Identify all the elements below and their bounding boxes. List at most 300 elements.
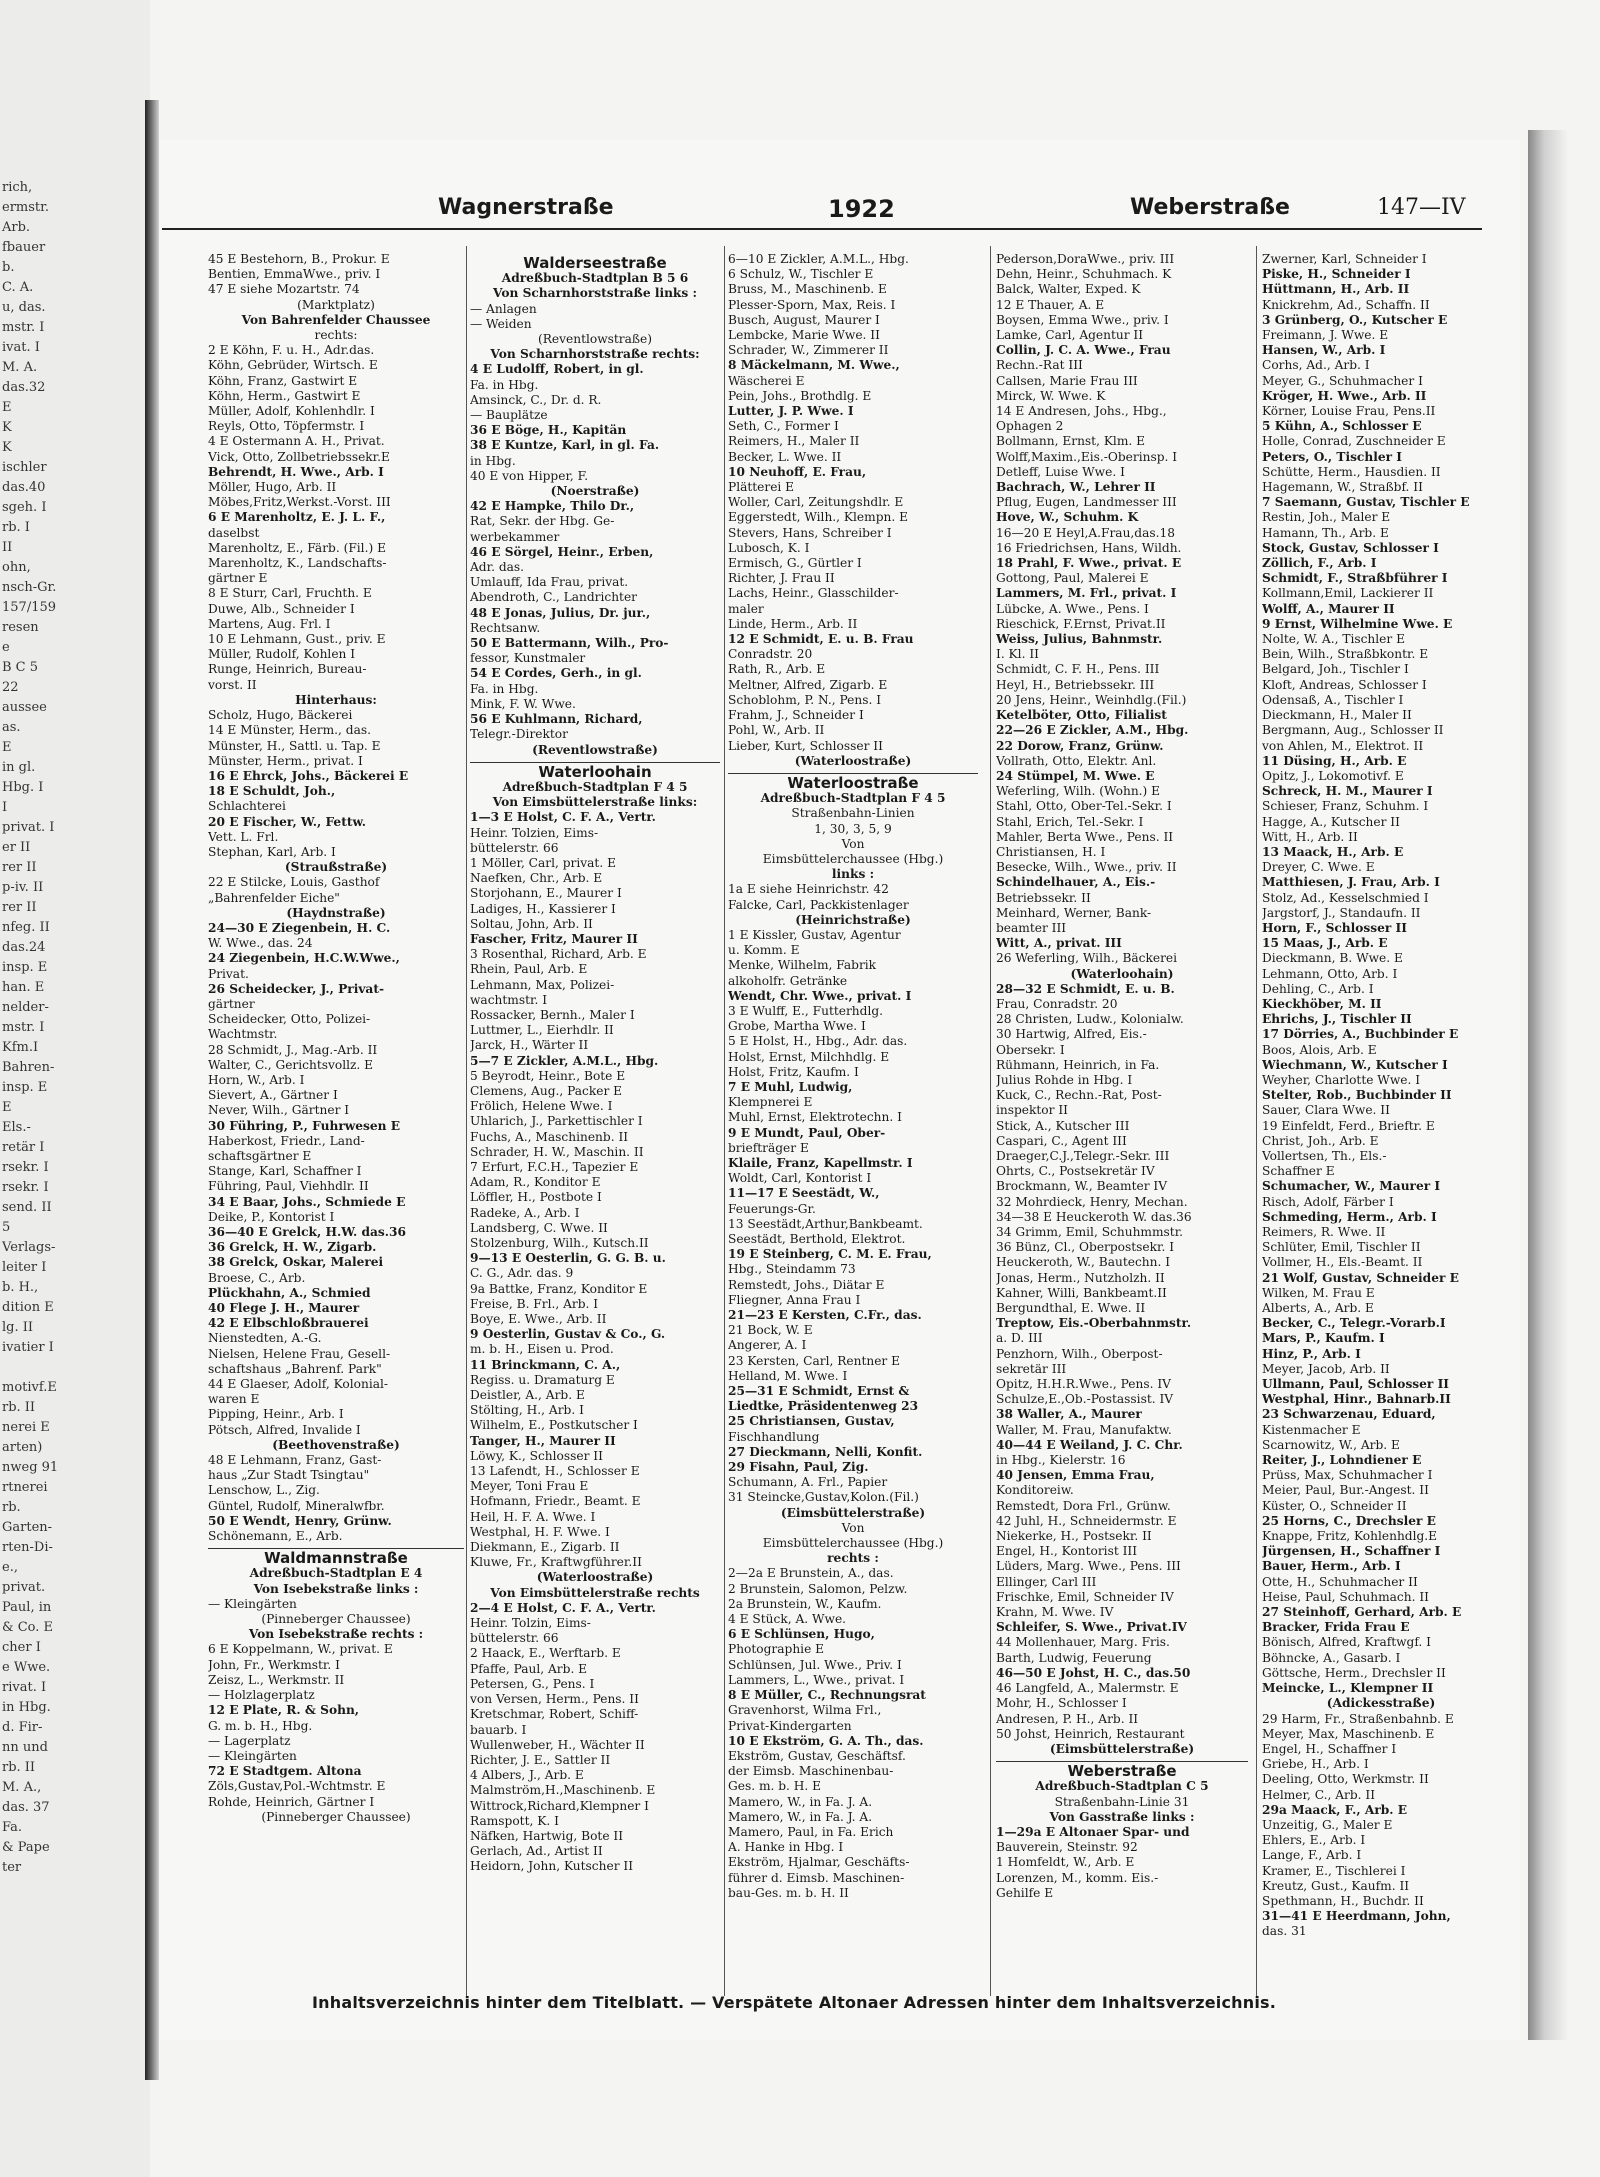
- previous-page-text: nerei E: [2, 1420, 50, 1435]
- directory-entry: 1 Möller, Carl, privat. E: [470, 855, 616, 870]
- directory-entry: Hüttmann, H., Arb. II: [1262, 282, 1410, 297]
- directory-entry: Caspari, C., Agent III: [996, 1133, 1127, 1148]
- previous-page-text: K: [2, 440, 12, 455]
- directory-entry: 50 Johst, Heinrich, Restaurant: [996, 1726, 1185, 1741]
- directory-entry: Jarck, H., Wärter II: [470, 1038, 589, 1053]
- directory-entry: Broese, C., Arb.: [208, 1270, 306, 1285]
- previous-page-text: rer II: [2, 900, 37, 915]
- directory-entry: Ermisch, G., Gürtler I: [728, 556, 862, 571]
- directory-entry: Waller, M. Frau, Manufaktw.: [996, 1422, 1172, 1437]
- directory-entry: Ketelböter, Otto, Filialist: [996, 708, 1167, 723]
- directory-entry: 4 E Ludolff, Robert, in gl.: [470, 362, 644, 377]
- directory-entry: Bachrach, W., Lehrer II: [996, 480, 1156, 495]
- directory-entry: Umlauff, Ida Frau, privat.: [470, 575, 629, 590]
- directory-entry: Regiss. u. Dramaturg E: [470, 1372, 615, 1387]
- directory-entry: Freimann, J. Wwe. E: [1262, 328, 1389, 343]
- directory-entry: 2 Brunstein, Salomon, Pelzw.: [728, 1581, 908, 1596]
- directory-entry: Richter, J. Frau II: [728, 571, 835, 586]
- directory-entry: beamter III: [996, 920, 1067, 935]
- directory-entry: Rechtsanw.: [470, 620, 541, 635]
- directory-column-3: [728, 252, 978, 2002]
- directory-entry: Von Scharnhorststraße rechts:: [490, 347, 700, 362]
- previous-page-text: send. II: [2, 1200, 52, 1215]
- directory-entry: Löffler, H., Postbote I: [470, 1190, 602, 1205]
- directory-entry: Fa. in Hbg.: [470, 681, 539, 696]
- directory-entry: Deike, P., Kontorist I: [208, 1209, 335, 1224]
- directory-entry: 18 Prahl, F. Wwe., privat. E: [996, 556, 1182, 571]
- directory-entry: Stevers, Hans, Schreiber I: [728, 525, 892, 540]
- directory-entry: (Reventlowstraße): [532, 742, 658, 757]
- directory-entry: Zöls,Gustav,Pol.-Wchtmstr. E: [208, 1779, 386, 1794]
- directory-entry: Soltau, John, Arb. II: [470, 916, 593, 931]
- directory-entry: 26 Weferling, Wilh., Bäckerei: [996, 951, 1178, 966]
- directory-entry: Jargstorf, J., Standaufn. II: [1262, 905, 1421, 920]
- directory-entry: 38 E Kuntze, Karl, in gl. Fa.: [470, 438, 660, 453]
- directory-entry: Ekström, Hjalmar, Geschäfts-: [728, 1855, 910, 1870]
- directory-entry: Mahler, Berta Wwe., Pens. II: [996, 829, 1174, 844]
- directory-entry: Kollmann,Emil, Lackierer II: [1262, 586, 1434, 601]
- directory-entry: Stolzenburg, Wilh., Kutsch.II: [470, 1236, 649, 1250]
- directory-entry: Wachtmstr.: [208, 1027, 278, 1042]
- directory-entry: Odensaß, A., Tischler I: [1262, 692, 1404, 707]
- directory-entry: Köhn, Gebrüder, Wirtsch. E: [208, 358, 378, 373]
- directory-entry: Barth, Ludwig, Feuerung: [996, 1650, 1152, 1665]
- directory-entry: Dreyer, C. Wwe. E: [1262, 860, 1375, 875]
- previous-page-text: I: [2, 800, 8, 815]
- directory-entry: Kreutz, Gust., Kaufm. II: [1262, 1878, 1410, 1893]
- directory-entry: Woller, Carl, Zeitungshdlr. E: [728, 495, 904, 510]
- directory-entry: bauarb. I: [470, 1722, 527, 1737]
- previous-page-text: das.32: [2, 380, 46, 395]
- directory-entry: Körner, Louise Frau, Pens.II: [1262, 404, 1436, 419]
- directory-entry: Holst, Ernst, Milchhdlg. E: [728, 1049, 890, 1064]
- previous-page-text: M. A.: [2, 360, 38, 375]
- directory-entry: Münster, H., Sattl. u. Tap. E: [208, 738, 381, 753]
- directory-entry: Adreßbuch-Stadtplan F 4 5: [502, 779, 688, 794]
- directory-entry: Zöllich, F., Arb. I: [1262, 556, 1377, 571]
- directory-entry: Wolff, A., Maurer II: [1262, 601, 1395, 616]
- directory-entry: Woldt, Carl, Kontorist I: [728, 1171, 872, 1186]
- directory-entry: Näfken, Hartwig, Bote II: [470, 1828, 624, 1843]
- directory-entry: Restin, Joh., Maler E: [1262, 510, 1391, 525]
- directory-entry: Von Gasstraße links :: [1049, 1809, 1195, 1824]
- directory-entry: Eggerstedt, Wilh., Klempn. E: [728, 510, 908, 525]
- directory-entry: Köhn, Herm., Gastwirt E: [208, 388, 361, 403]
- directory-entry: Hbg., Steindamm 73: [728, 1262, 856, 1277]
- directory-entry: bau-Ges. m. b. H. II: [728, 1885, 849, 1900]
- directory-entry: Rechn.-Rat III: [996, 358, 1083, 373]
- directory-entry: Conradstr. 20: [728, 647, 813, 662]
- directory-entry: Heinr. Tolzien, Eims-: [470, 825, 599, 840]
- directory-entry: Knappe, Fritz, Kohlenhdlg.E: [1262, 1529, 1438, 1544]
- previous-page-text: resen: [2, 620, 39, 635]
- directory-entry: Müller, Rudolf, Kohlen I: [208, 647, 356, 662]
- directory-entry: 15 Maas, J., Arb. E: [1262, 936, 1388, 951]
- directory-entry: in Hbg., Kielerstr. 16: [996, 1453, 1126, 1468]
- directory-entry: Plesser-Sporn, Max, Reis. I: [728, 297, 896, 312]
- directory-entry: 22 Dorow, Franz, Grünw.: [996, 738, 1164, 753]
- directory-entry: Schieser, Franz, Schuhm. I: [1262, 799, 1429, 814]
- directory-entry: „Bahrenfelder Eiche": [208, 890, 340, 905]
- directory-entry: Stahl, Erich, Tel.-Sekr. I: [996, 814, 1144, 829]
- directory-entry: 36 Grelck, H. W., Zigarb.: [208, 1240, 377, 1255]
- directory-entry: Weyher, Charlotte Wwe. I: [1262, 1072, 1421, 1087]
- directory-entry: Hagge, A., Kutscher II: [1262, 814, 1400, 829]
- previous-page-text: das.40: [2, 480, 46, 495]
- directory-entry: Stock, Gustav, Schlosser I: [1262, 540, 1439, 555]
- directory-entry: Hagemann, W., Straßbf. II: [1262, 480, 1423, 495]
- directory-entry: 3 Grünberg, O., Kutscher E: [1262, 312, 1448, 327]
- directory-entry: Mink, F. W. Wwe.: [470, 696, 576, 711]
- directory-entry: 38 Waller, A., Maurer: [996, 1407, 1142, 1422]
- directory-entry: Draeger,C.J.,Telegr.-Sekr. III: [996, 1148, 1170, 1163]
- directory-entry: Penzhorn, Wilh., Oberpost-: [996, 1346, 1163, 1361]
- directory-entry: sekretär III: [996, 1361, 1067, 1376]
- directory-entry: Busch, August, Maurer I: [728, 312, 880, 327]
- directory-entry: Liedtke, Präsidentenweg 23: [728, 1399, 919, 1414]
- previous-page-text: Els.-: [2, 1120, 31, 1135]
- directory-entry: 10 E Lehmann, Gust., priv. E: [208, 632, 386, 647]
- directory-entry: 34 E Baar, Johs., Schmiede E: [208, 1194, 406, 1209]
- previous-page-text: lg. II: [2, 1320, 34, 1335]
- directory-entry: (Heinrichstraße): [795, 912, 911, 927]
- directory-entry: Von Isebekstraße links :: [253, 1581, 419, 1596]
- directory-entry: 28 Christen, Ludw., Kolonialw.: [996, 1012, 1184, 1027]
- directory-entry: Vollmer, H., Els.-Beamt. II: [1262, 1255, 1423, 1270]
- directory-entry: Bergundthal, E. Wwe. II: [996, 1301, 1146, 1316]
- directory-entry: Adreßbuch-Stadtplan E 4: [249, 1566, 423, 1581]
- directory-entry: Witt, H., Arb. II: [1262, 829, 1358, 844]
- directory-entry: Heyl, H., Betriebssekr. III: [996, 677, 1155, 692]
- directory-entry: Ellinger, Carl III: [996, 1574, 1097, 1589]
- directory-entry: 25 Christiansen, Gustav,: [728, 1414, 895, 1429]
- directory-entry: 25 Horns, C., Drechsler E: [1262, 1513, 1436, 1528]
- directory-entry: Meltner, Alfred, Zigarb. E: [728, 677, 888, 692]
- directory-entry: Boye, E. Wwe., Arb. II: [470, 1312, 607, 1327]
- previous-page-text: nsch-Gr.: [2, 580, 57, 595]
- directory-entry: in Hbg.: [470, 453, 516, 468]
- directory-entry: Kistenmacher E: [1262, 1422, 1361, 1437]
- previous-page-text: Fa.: [2, 1820, 23, 1835]
- directory-entry: Luttmer, L., Eierhdlr. II: [470, 1023, 614, 1038]
- directory-entry: Lubosch, K. I: [728, 540, 810, 555]
- previous-page-text: dition E: [2, 1300, 54, 1315]
- previous-page-text: rb. I: [2, 520, 30, 535]
- directory-entry: Lieber, Kurt, Schlosser II: [728, 738, 883, 753]
- directory-entry: Schmeding, Herm., Arb. I: [1262, 1209, 1437, 1224]
- header-left-street: Wagnerstraße: [438, 195, 614, 220]
- previous-page-text: 22: [2, 680, 19, 695]
- previous-page-text: sgeh. I: [2, 500, 47, 515]
- directory-entry: 14 E Münster, Herm., das.: [208, 723, 371, 738]
- directory-entry: 28—32 E Schmidt, E. u. B.: [996, 981, 1175, 996]
- previous-page-text: nelder-: [2, 1000, 49, 1015]
- directory-entry: Menke, Wilhelm, Fabrik: [728, 958, 877, 973]
- previous-page-text: insp. E: [2, 1080, 48, 1095]
- directory-entry: 2a Brunstein, W., Kaufm.: [728, 1596, 882, 1611]
- directory-entry: Frölich, Helene Wwe. I: [470, 1099, 613, 1114]
- directory-entry: Petersen, G., Pens. I: [470, 1676, 595, 1691]
- previous-page-text: rten-Di-: [2, 1540, 53, 1555]
- directory-entry: Adreßbuch-Stadtplan B 5 6: [501, 271, 689, 286]
- previous-page-text: insp. E: [2, 960, 48, 975]
- directory-entry: Wilhelm, E., Postkutscher I: [470, 1418, 638, 1433]
- directory-entry: Meyer, G., Schuhmacher I: [1262, 373, 1423, 388]
- directory-entry: 10 E Ekström, G. A. Th., das.: [728, 1733, 924, 1748]
- directory-entry: Obersekr. I: [996, 1042, 1065, 1057]
- directory-entry: 11 Düsing, H., Arb. E: [1262, 753, 1407, 768]
- directory-entry: 1 E Kissler, Gustav, Agentur: [728, 927, 901, 942]
- directory-entry: Treptow, Eis.-Oberbahnmstr.: [996, 1316, 1192, 1331]
- directory-entry: Klempnerei E: [728, 1095, 813, 1110]
- directory-entry: schaftsgärtner E: [208, 1148, 312, 1163]
- directory-entry: führer d. Eimsb. Maschinen-: [728, 1870, 905, 1885]
- directory-entry: Lorenzen, M., komm. Eis.-: [996, 1870, 1159, 1885]
- directory-entry: 16 Friedrichsen, Hans, Wildh.: [996, 540, 1182, 555]
- directory-entry: (Noerstraße): [550, 484, 640, 499]
- directory-entry: G. m. b. H., Hbg.: [208, 1718, 313, 1733]
- directory-entry: Brockmann, W., Beamter IV: [996, 1179, 1168, 1194]
- directory-entry: Heidorn, John, Kutscher II: [470, 1859, 634, 1874]
- directory-entry: 72 E Stadtgem. Altona: [208, 1764, 362, 1779]
- directory-entry: Freise, B. Frl., Arb. I: [470, 1296, 599, 1311]
- directory-entry: 50 E Battermann, Wilh., Pro-: [470, 636, 669, 651]
- directory-entry: Engel, H., Schaffner I: [1262, 1741, 1397, 1756]
- directory-entry: Lenschow, L., Zig.: [208, 1483, 320, 1498]
- directory-entry: 2 Haack, E., Werftarb. E: [470, 1646, 621, 1661]
- previous-page-text: rer II: [2, 860, 37, 875]
- directory-entry: Knickrehm, Ad., Schaffn. II: [1262, 297, 1430, 312]
- directory-entry: 24 Ziegenbein, H.C.W.Wwe.,: [208, 951, 400, 966]
- directory-entry: Storjohann, E., Maurer I: [470, 886, 622, 901]
- directory-entry: 1 Homfeldt, W., Arb. E: [996, 1855, 1135, 1870]
- directory-entry: Amsinck, C., Dr. d. R.: [470, 392, 602, 407]
- directory-entry: Schoblohm, P. N., Pens. I: [728, 692, 882, 707]
- directory-entry: Deistler, A., Arb. E: [470, 1388, 585, 1403]
- directory-entry: 2—4 E Holst, C. F. A., Vertr.: [470, 1600, 656, 1615]
- book-gutter: [145, 100, 159, 2080]
- directory-entry: Privat-Kindergarten: [728, 1718, 852, 1733]
- directory-entry: Münster, Herm., privat. I: [208, 753, 363, 768]
- directory-entry: Lehmann, Max, Polizei-: [470, 977, 615, 992]
- directory-entry: Meincke, L., Klempner II: [1262, 1681, 1434, 1696]
- directory-entry: Engel, H., Kontorist III: [996, 1544, 1138, 1559]
- directory-entry: haus „Zur Stadt Tsingtau": [208, 1468, 370, 1483]
- directory-column-5: [1262, 252, 1500, 2002]
- directory-entry: Güntel, Rudolf, Mineralwfbr.: [208, 1498, 385, 1513]
- directory-entry: Bollmann, Ernst, Klm. E: [996, 434, 1146, 449]
- previous-page-text: rich,: [2, 180, 33, 195]
- column-divider: [466, 246, 467, 1996]
- directory-entry: Muhl, Ernst, Elektrotechn. I: [728, 1110, 902, 1125]
- directory-entry: Wittrock,Richard,Klempner I: [470, 1798, 649, 1813]
- previous-page-text: mstr. I: [2, 1020, 45, 1035]
- directory-entry: Meyer, Toni Frau E: [470, 1479, 589, 1494]
- directory-entry: Belgard, Joh., Tischler I: [1262, 662, 1409, 677]
- directory-entry: 22—26 E Zickler, A.M., Hbg.: [996, 723, 1189, 738]
- directory-entry: Privat.: [208, 966, 249, 981]
- directory-entry: Ohrts, C., Postsekretär IV: [996, 1164, 1155, 1179]
- directory-entry: Boos, Alois, Arb. E: [1262, 1042, 1377, 1057]
- directory-entry: Tanger, H., Maurer II: [470, 1433, 616, 1448]
- directory-entry: Kluwe, Fr., Kraftwgführer.II: [470, 1555, 642, 1570]
- directory-entry: 3 E Wulff, E., Futterhdlg.: [728, 1003, 884, 1018]
- directory-entry: 16—20 E Heyl,A.Frau,das.18: [996, 525, 1175, 540]
- previous-page-text: nn und: [2, 1740, 48, 1755]
- directory-entry: (Beethovenstraße): [272, 1437, 400, 1452]
- directory-entry: Rossacker, Bernh., Maler I: [470, 1007, 635, 1022]
- previous-page-text: ivatier I: [2, 1340, 54, 1355]
- street-heading: Waldmannstraße: [208, 1548, 464, 1566]
- previous-page-text: privat.: [2, 1580, 46, 1595]
- directory-entry: Lammers, L., Wwe., privat. I: [728, 1672, 905, 1687]
- directory-entry: Frischke, Emil, Schneider IV: [996, 1589, 1174, 1604]
- directory-entry: — Holzlagerplatz: [208, 1688, 315, 1703]
- previous-page-text: Bahren-: [2, 1060, 55, 1075]
- previous-page-text: b. H.,: [2, 1280, 39, 1295]
- directory-entry: gärtner E: [208, 571, 268, 586]
- directory-entry: Collin, J. C. A. Wwe., Frau: [996, 343, 1171, 358]
- directory-column-2: [470, 252, 720, 2002]
- directory-entry: schaftshaus „Bahrenf. Park": [208, 1361, 382, 1376]
- directory-entry: wachtmstr. I: [470, 992, 548, 1007]
- directory-entry: Rhein, Paul, Arb. E: [470, 962, 588, 977]
- directory-entry: Wiechmann, W., Kutscher I: [1262, 1057, 1448, 1072]
- previous-page-text: han. E: [2, 980, 45, 995]
- previous-page-text: leiter I: [2, 1260, 47, 1275]
- directory-entry: Rath, R., Arb. E: [728, 662, 826, 677]
- previous-page-text: privat. I: [2, 820, 55, 835]
- previous-page-text: rb. II: [2, 1760, 36, 1775]
- directory-entry: 11 Brinckmann, C. A.,: [470, 1357, 621, 1372]
- directory-entry: Wolff,Maxim.,Eis.-Oberinsp. I: [996, 449, 1178, 464]
- directory-entry: Stolz, Ad., Kesselschmied I: [1262, 890, 1429, 905]
- directory-entry: daselbst: [208, 525, 260, 540]
- directory-entry: Uhlarich, J., Parkettischler I: [470, 1114, 643, 1129]
- previous-page-text: rivat. I: [2, 1680, 47, 1695]
- previous-page-text: retär I: [2, 1140, 45, 1155]
- directory-entry: Callsen, Marie Frau III: [996, 373, 1138, 388]
- directory-entry: Becker, L. Wwe. II: [728, 449, 842, 464]
- directory-entry: Richter, J. E., Sattler II: [470, 1752, 611, 1767]
- previous-page-text: ivat. I: [2, 340, 40, 355]
- directory-entry: 18 E Schuldt, Joh.,: [208, 784, 336, 799]
- header-year: 1922: [828, 195, 895, 223]
- previous-page-text: das.24: [2, 940, 46, 955]
- directory-entry: — Kleingärten: [208, 1596, 297, 1611]
- previous-page-text: rb.: [2, 1500, 21, 1515]
- previous-page-text: d. Fir-: [2, 1720, 43, 1735]
- directory-entry: Stahl, Otto, Ober-Tel.-Sekr. I: [996, 799, 1172, 814]
- directory-entry: Radeke, A., Arb. I: [470, 1205, 580, 1220]
- directory-entry: Kieckhöber, M. II: [1262, 996, 1382, 1011]
- directory-entry: 21—23 E Kersten, C.Fr., das.: [728, 1308, 922, 1323]
- directory-entry: Eimsbüttelerchaussee (Hbg.): [762, 851, 944, 866]
- previous-page-text: ischler: [2, 460, 47, 475]
- directory-entry: 8 E Sturr, Carl, Fruchth. E: [208, 586, 372, 601]
- directory-entry: Dieckmann, H., Maler II: [1262, 708, 1412, 723]
- directory-entry: Dieckmann, B. Wwe. E: [1262, 951, 1403, 966]
- directory-entry: 7 Saemann, Gustav, Tischler E: [1262, 495, 1470, 510]
- directory-entry: Andresen, P. H., Arb. II: [996, 1711, 1139, 1726]
- street-heading: Weberstraße: [996, 1761, 1248, 1779]
- directory-entry: m. b. H., Eisen u. Prod.: [470, 1342, 614, 1357]
- previous-page-text: & Pape: [2, 1840, 50, 1855]
- directory-entry: briefträger E: [728, 1140, 809, 1155]
- directory-entry: Jürgensen, H., Schaffner I: [1262, 1544, 1441, 1559]
- directory-entry: (Marktplatz): [297, 297, 375, 312]
- directory-entry: Wilken, M. Frau E: [1262, 1285, 1375, 1300]
- directory-entry: 38 Grelck, Oskar, Malerei: [208, 1255, 384, 1270]
- directory-entry: I. Kl. II: [996, 647, 1039, 662]
- directory-entry: Pederson,DoraWwe., priv. III: [996, 252, 1175, 266]
- directory-entry: 10 Neuhoff, E. Frau,: [728, 464, 867, 479]
- directory-entry: Rohde, Heinrich, Gärtner I: [208, 1794, 375, 1809]
- directory-entry: Helmer, C., Arb. II: [1262, 1787, 1376, 1802]
- directory-entry: Schumann, A. Frl., Papier: [728, 1475, 888, 1490]
- directory-entry: 6—10 E Zickler, A.M.L., Hbg.: [728, 252, 909, 266]
- directory-entry: Abendroth, C., Landrichter: [470, 590, 637, 605]
- directory-entry: 9 E Mundt, Paul, Ober-: [728, 1125, 886, 1140]
- directory-entry: Sievert, A., Gärtner I: [208, 1088, 338, 1103]
- directory-entry: 5 Beyrodt, Heinr., Bote E: [470, 1068, 626, 1083]
- directory-entry: — Bauplätze: [470, 408, 548, 423]
- directory-entry: Von Scharnhorststraße links :: [493, 286, 697, 301]
- directory-entry: 31—41 E Heerdmann, John,: [1262, 1909, 1451, 1924]
- directory-entry: 2 E Köhn, F. u. H., Adr.das.: [208, 343, 375, 358]
- directory-entry: Holle, Conrad, Zuschneider E: [1262, 434, 1446, 449]
- directory-entry: Fa. in Hbg.: [470, 377, 539, 392]
- directory-entry: (Pinneberger Chaussee): [261, 1612, 411, 1627]
- directory-entry: Von Eimsbüttelerstraße links:: [492, 795, 698, 810]
- previous-page-text: ohn,: [2, 560, 31, 575]
- directory-entry: 46 Langfeld, A., Malermstr. E: [996, 1681, 1179, 1696]
- directory-entry: Opitz, H.H.R.Wwe., Pens. IV: [996, 1377, 1171, 1392]
- directory-entry: Hansen, W., Arb. I: [1262, 343, 1386, 358]
- directory-entry: Mirck, W. Wwe. K: [996, 388, 1106, 403]
- directory-entry: 4 E Stück, A. Wwe.: [728, 1612, 847, 1627]
- directory-entry: 5 E Holst, H., Hbg., Adr. das.: [728, 1034, 908, 1049]
- directory-entry: 13 Seestädt,Arthur,Bankbeamt.: [728, 1216, 923, 1231]
- directory-entry: (Eimsbüttelerstraße): [1049, 1741, 1195, 1756]
- previous-page-text: nweg 91: [2, 1460, 59, 1475]
- directory-entry: Schaffner E: [1262, 1164, 1335, 1179]
- directory-entry: Remstedt, Johs., Diätar E: [728, 1277, 885, 1292]
- directory-entry: 12 E Thauer, A. E: [996, 297, 1105, 312]
- previous-page-text: 5: [2, 1220, 11, 1235]
- directory-entry: 6 E Schlünsen, Hugo,: [728, 1627, 875, 1642]
- directory-entry: 29 Fisahn, Paul, Zig.: [728, 1460, 869, 1475]
- directory-entry: Fliegner, Anna Frau I: [728, 1292, 861, 1307]
- directory-entry: Möbes,Fritz,Werkst.-Vorst. III: [208, 495, 391, 510]
- directory-entry: Straßenbahn-Linie 31: [1054, 1794, 1190, 1809]
- header-rule: [162, 228, 1482, 230]
- directory-entry: Westphal, Hinr., Bahnarb.II: [1262, 1392, 1451, 1407]
- directory-entry: Vollrath, Otto, Elektr. Anl.: [996, 753, 1157, 768]
- directory-entry: 12 E Schmidt, E. u. B. Frau: [728, 632, 914, 647]
- directory-entry: Bauverein, Steinstr. 92: [996, 1840, 1138, 1855]
- directory-entry: Plückhahn, A., Schmied: [208, 1285, 371, 1300]
- directory-entry: 9 Ernst, Wilhelmine Wwe. E: [1262, 616, 1453, 631]
- directory-entry: 27 Dieckmann, Nelli, Konfit.: [728, 1444, 923, 1459]
- directory-entry: Remstedt, Dora Frl., Grünw.: [996, 1498, 1171, 1513]
- directory-entry: 23 Schwarzenau, Eduard,: [1262, 1407, 1436, 1422]
- directory-entry: Müller, Adolf, Kohlenhdlr. I: [208, 404, 375, 419]
- directory-entry: Hofmann, Friedr., Beamt. E: [470, 1494, 641, 1509]
- directory-entry: Göttsche, Herm., Drechsler II: [1262, 1665, 1446, 1680]
- directory-entry: Ges. m. b. H. E: [728, 1779, 822, 1794]
- directory-entry: (Waterloohain): [1070, 966, 1174, 981]
